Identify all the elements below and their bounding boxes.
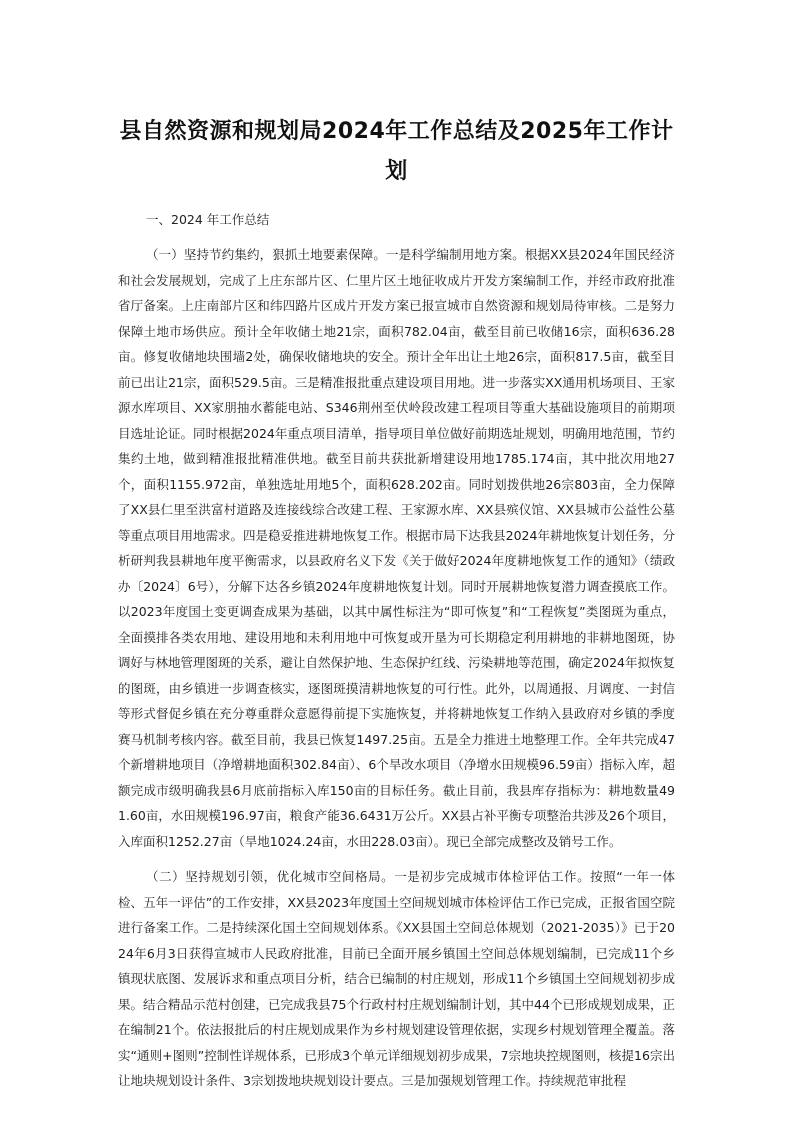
document-page <box>118 112 675 1094</box>
document-title: 县自然资源和规划局2024年工作总结及2025年工作计划 <box>119 119 674 184</box>
paragraph-land-guarantee: （一）坚持节约集约，狠抓土地要素保障。一是科学编制用地方案。根据XX县2024年国民经济和社会发展规划，完成了上庄东部片区、仁里片区土地征收成片开发方案编制工作，并经市政府批准省厅备案。上庄南部片区和纬四路片区成片开发方案已报宣城市自然资源和规划局待审核。二是努力保障土地市场供应。预计全年收储土地21宗，面积782.04亩，截至目前已收储16宗，面积636.28亩。修复收储地块围墙2处，确保收储地块的安全。预计全年出让土地26宗，面积817.5亩，截至目前已出让21宗，面积529.5亩。三是精准报批重点建设项目用地。进一步落实XX通用机场项目、王家源水库项目、XX家朋抽水蓄能电站、S346荆州至伏岭段改建工程项目等重大基础设施项目的前期项目选址论证。同时根据2024年重点项目清单，指导项目单位做好前期选址规划，明确用地范围，节约集约土地，做到精准报批精准供地。截至目前共获批新增建设用地1785.174亩，其中批次用地27个，面积1155.972亩，单独选址用地5个，面积628.202亩。同时划拨供地26宗803亩，全力保障了XX县仁里至洪富村道路及连接线综合改建工程、王家源水库、XX县殡仪馆、XX县城市公益性公墓等重点项目用地需求。四是稳妥推进耕地恢复工作。根据市局下达我县2024年耕地恢复计划任务，分析研判我县耕地年度平衡需求，以县政府名义下发《关于做好2024年度耕地恢复工作的通知》（绩政办〔2024〕6号），分解下达各乡镇2024年度耕地恢复计划。同时开展耕地恢复潜力调查摸底工作。以2023年度国土变更调查成果为基础，以其中属性标注为“即可恢复”和“工程恢复”类图斑为重点，全面摸排各类农用地、建设用地和未利用地中可恢复或开垦为可长期稳定利用耕地的非耕地图斑，协调好与林地管理图斑的关系，避让自然保护地、生态保护红线、污染耕地等范围，确定2024年拟恢复的图斑，由乡镇进一步调查核实，逐图斑摸清耕地恢复的可行性。此外，以周通报、月调度、一封信等形式督促乡镇在充分尊重群众意愿得前提下实施恢复，并将耕地恢复工作纳入县政府对乡镇的季度赛马机制考核内容。截至目前，我县已恢复1497.25亩。五是全力推进土地整理工作。全年共完成47个新增耕地项目（净增耕地面积302.84亩）、6个旱改水项目（净增水田规模96.59亩）指标入库，超额完成市级明确我县6月底前指标入库150亩的目标任务。截止目前，我县库存指标为：耕地数量491.60亩，水田规模196.97亩，粮食产能36.6431万公斤。XX县占补平衡专项整治共涉及26个项目，入库面积1252.27亩（旱地1024.24亩，水田228.03亩）。现已全部完成整改及销号工作。 <box>118 247 675 849</box>
section-heading: 一、2024 年工作总结 <box>146 212 270 227</box>
paragraph-planning-guidance: （二）坚持规划引领，优化城市空间格局。一是初步完成城市体检评估工作。按照“一年一体检、五年一评估”的工作安排，XX县2023年度国土空间规划城市体检评估工作已完成，正报省国空院进行备案工作。二是持续深化国土空间规划体系。《XX县国土空间总体规划（2021-2035）》已于2024年6月3日获得宣城市人民政府批准，目前已全面开展乡镇国土空间总体规划编制，已完成11个乡镇现状底图、发展诉求和重点项目分析，结合已编制的村庄规划，形成11个乡镇国土空间规划初步成果。结合精品示范村创建，已完成我县75个行政村村庄规划编制计划，其中44个已形成规划成果，正在编制21个。依法报批后的村庄规划成果作为乡村规划建设管理依据，实现乡村规划管理全覆盖。落实“通则+图则”控制性详规体系，已形成3个单元详细规划初步成果，7宗地块控规图则，核提16宗出让地块规划设计条件、3宗划拨地块规划设计要点。三是加强规划管理工作。持续规范审批程 <box>118 869 675 1088</box>
